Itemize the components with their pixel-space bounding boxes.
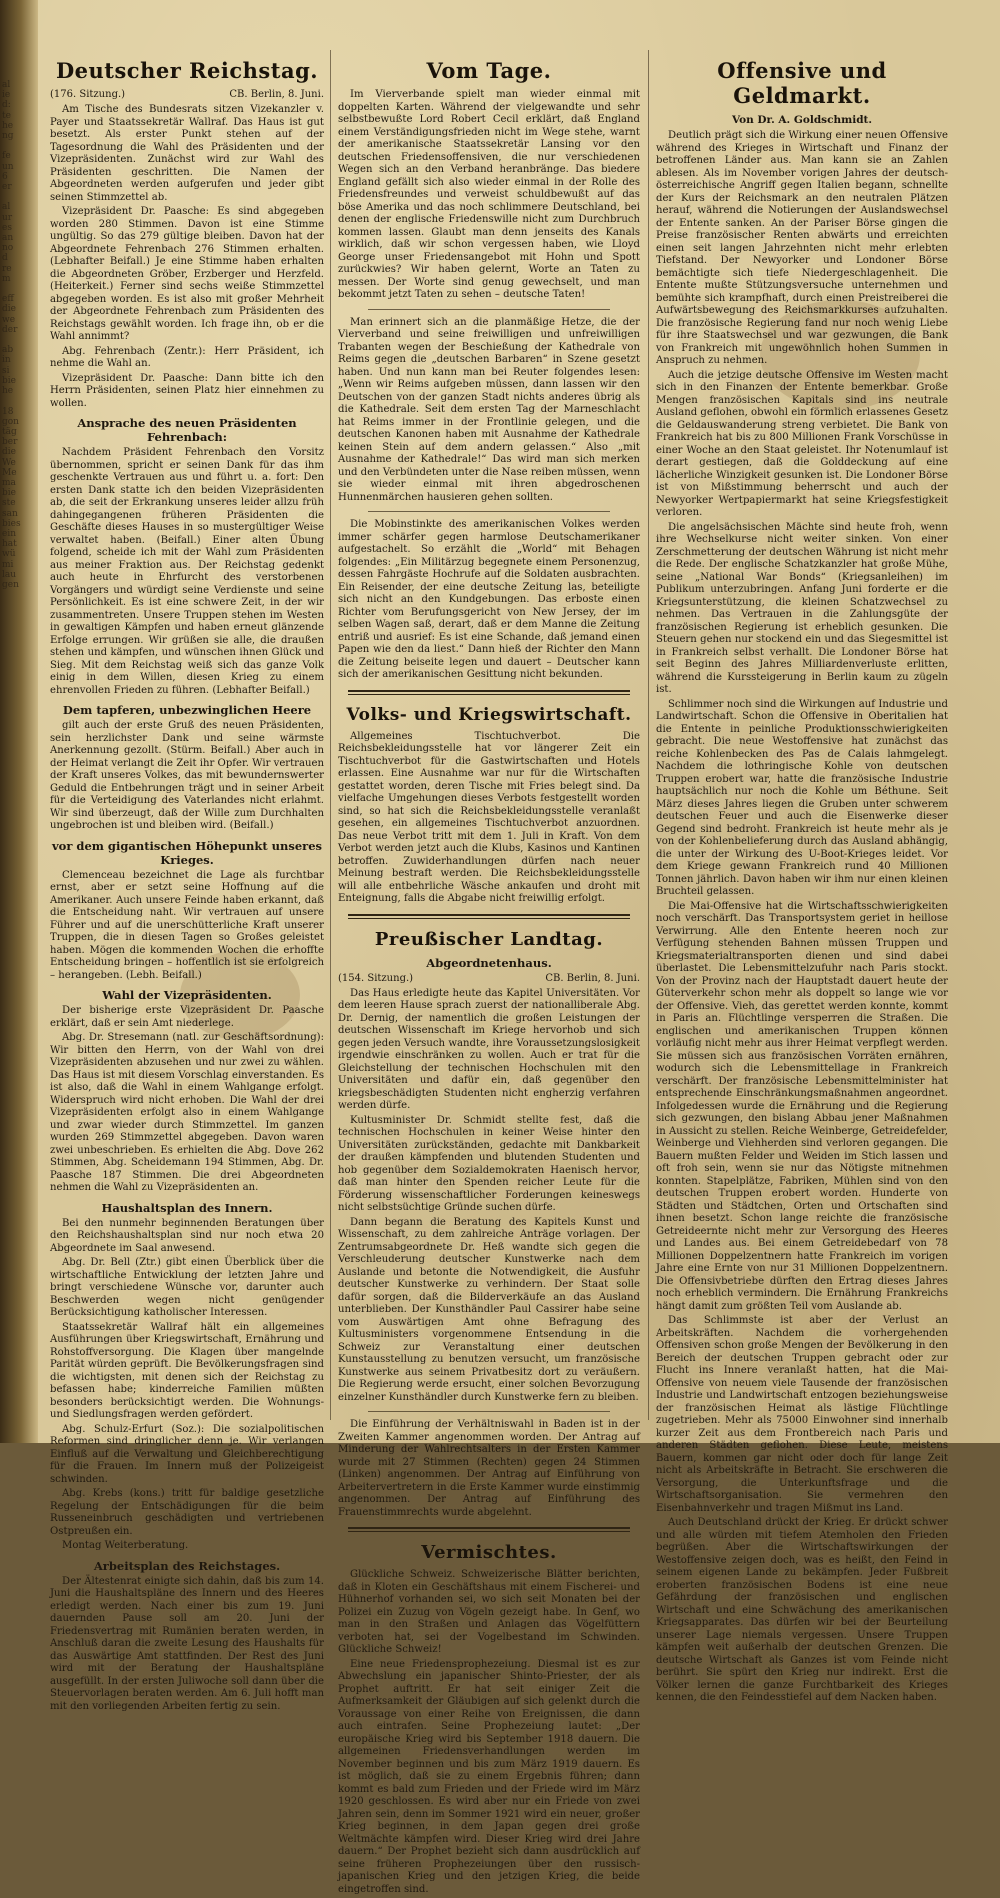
dateline [338,973,640,984]
paragraph: Vizepräsident Dr. Paasche: Es sind abgegeben worden 280 Stimmen. Davon ist eine Stimme ungültig. So das 279 gültige bleiben. Davon hat der Abgeordnete Fehrenbach 276 Stimmen erhalten. (Lebhafter Beifall.) Je eine Stimme haben erhalten die Abgeordneten Gröber, Erzberger und Herzfeld. (Heiterkeit.) Ferner sind sechs weiße Stimmzettel abgegeben worden. Es ist also mit großer Mehrheit der Abgeordnete Fehrenbach zum Präsidenten des Reichstags gewählt worden. Ich frage ihn, ob er die Wahl annimmt? [50,206,324,342]
place-date: CB. Berlin, 8. Juni. [545,972,640,984]
paragraph: Das Haus erledigte heute das Kapitel Universitäten. Vor dem leeren Hause sprach zuerst der nationalliberale Abg. Dr. Dernig, der namentlich die großen Leistungen der deutschen Wissenschaft im Kriege hervorhob und sich gegen jeden Versuch wandte, ihre Voraussetzungslosigkeit irgendwie einschränken zu wollen. Auch er trat für die Gleichstellung der technischen Hochschulen mit den Universitäten und dafür ein, daß gegenüber den kriegsbeschädigten Studenten nicht engherzig verfahren werden dürfe. [338,987,640,1111]
paragraph: Auch Deutschland drückt der Krieg. Er drückt schwer und alle würden mit tiefem Atemholen den Frieden begrüßen. Aber die Wirtschaftswirkungen der Westoffensive zeigen doch, was es heißt, den Feind in seinem eigenen Lande zu bekämpfen. Jeder Fußbreit eroberten französischen Bodens ist eine neue Gefährdung der französischen und englischen Wirtschaft und eine Schwächung des amerikanischen Kriegsapparates. Das dürfen wir bei der Beurteilung unserer Lage niemals vergessen. Unsere Truppen kämpfen weit außerhalb der deutschen Grenzen. Die deutsche Wirtschaft als Ganzes ist vom Feinde nicht berührt. Sie spürt den Krieg nur indirekt. Erst die Völker lernen die ganze Furchtbarkeit des Krieges kennen, die den Feindesstiefel auf dem Nacken haben. [656,1517,948,1703]
section-title: Preußischer Landtag. [374,928,604,950]
paragraph: Deutlich prägt sich die Wirkung einer neuen Offensive während des Krieges in Wirtschaft und Finanz der betroffenen Länder aus. Man kann sie an Zahlen ablesen. Als im November vorigen Jahres der deutsch-österreichische Angriff gegen Italien begann, schnellte der Kurs der Reichsmark an den neutralen Plätzen herauf, während die Notierungen der Auslandswechsel der Entente sanken. An der Pariser Börse gingen die Preise französischer Renten abwärts und erreichten einen seit langen Jahrzehnten nicht mehr erlebten Tiefstand. Der Newyorker und Londoner Börse bemächtigte sich tiefe Niedergeschlagenheit. Die Entente mußte Stützungsversuche unternehmen und bemühte sich krampfhaft, durch einen Preistreiberei die Aufwärtsbewegung des Reichsmarkkurses aufzuhalten. Die französische Regierung fand nur noch wenig Liebe für ihre Staatswechsel und war gezwungen, die Bank von Frankreich mit ungewöhnlich hohen Summen in Anspruch zu nehmen. [656,130,948,366]
paragraph: gilt auch der erste Gruß des neuen Präsidenten, sein herzlichster Dank und seine wärmste Anerkennung gezollt. (Stürm. Beifall.) Aber auch in der Heimat verlangt die Zeit ihr Opfer. Wir vertrauen der Kraft unseres Volkes, das mit bewundernswerter Geduld die Entbehrungen trägt und in seiner Arbeit für die Verteidigung des Vaterlandes nicht erlahmt. Wir sind überzeugt, daß der Wille zum Durchhalten ungebrochen ist und bleiben wird. (Beifall.) [50,720,324,831]
paragraph: Glückliche Schweiz. Schweizerische Blätter berichten, daß in Kloten ein Geschäftshaus mit einem Fischerei- und Hühnerhof vorhanden sei, wo sich seit Monaten bei der Polizei ein Zuzug von Vögeln gezeigt habe. In Genf, wo man in den Straßen und Anlagen das Vögelfüttern verboten hat, sei der Vogelbestand im Schwinden. Glückliche Schweiz! [338,1569,640,1655]
column-rule [648,50,649,1420]
section-divider [348,914,630,919]
separator [368,511,610,512]
paragraph: Der bisherige erste Vizepräsident Dr. Paasche erklärt, daß er sein Amt niederlege. [50,1005,324,1029]
paragraph: Allgemeines Tischtuchverbot. Die Reichsbekleidungsstelle hat vor längerer Zeit ein Tischtuchverbot für die Gastwirtschaften und Hotels erlassen. Eine Ausnahme war nur für die Wirtschaften gestattet worden, deren Tische mit Fries belegt sind. Da vielfache Umgehungen dieses Verbots festgestellt worden sind, so hat sich die Reichsbekleidungsstelle veranlaßt gesehen, ein allgemeines Tischtuchverbot anzuordnen. Das neue Verbot tritt mit dem 1. Juli in Kraft. Von dem Verbot werden jetzt auch die Klubs, Kasinos und Kantinen betroffen. Zuwiderhandlungen dürfen nach neuer Meinung bestraft werden. Die Reichsbekleidungsstelle will alle entbehrliche Wäsche ankaufen und droht mit Enteignung, falls die Abgabe nicht freiwillig erfolgt. [338,730,640,904]
subheading: Dem tapferen, unbezwinglichen Heere [62,703,312,717]
paragraph: Bei den nunmehr beginnenden Beratungen über den Reichshaushaltsplan sind nur noch etwa 20 Abgeordnete im Saal anwesend. [50,1217,324,1254]
paragraph: Staatssekretär Wallraf hält ein allgemeines Ausführungen über Kriegswirtschaft, Ernährung und Rohstoffversorgung. Die Klagen über mangelnde Parität würden geprüft. Die Bevölkerungsfragen sind die wichtigsten, mit denen sich der Reichstag zu befassen habe; kinderreiche Familien müßten besonders berücksichtigt werden. Die Wohnungs- und Siedlungsfragen werden gefördert. [50,1321,324,1420]
section-divider [348,1527,630,1532]
column-offensive-geldmarkt [656,48,948,1707]
separator [368,309,610,310]
paragraph: Vizepräsident Dr. Paasche: Dann bitte ich den Herrn Präsidenten, seinen Platz hier einnehmen zu wollen. [50,372,324,409]
place-date: CB. Berlin, 8. Juni. [229,89,324,100]
column-vom-tage [338,48,640,1898]
paragraph: Die Einführung der Verhältniswahl in Baden ist in der Zweiten Kammer angenommen worden. Der Antrag auf Minderung der Wahlrechtsalters in der Ersten Kammer wurde mit 27 Stimmen (Rechten) gegen 24 Stimmen (Linken) angenommen. Der Antrag auf Einführung von Arbeitervertretern in die Erste Kammer wurde einstimmig angenommen. Der Antrag auf Einführung des Frauenstimmrechts wurde abgelehnt. [338,1419,640,1518]
paragraph: Die Mobinstinkte des amerikanischen Volkes werden immer schärfer gegen harmlose Deutschamerikaner aufgestachelt. So erzählt die „World“ mit Behagen folgendes: „Ein Militärzug begegnete einem Personenzug, dessen Fahrgäste Hochrufe auf die Soldaten ausbrachten. Ein Reisender, der eine deutsche Zeitung las, beteiligte sich nicht an den Kundgebungen. Das erboste einen Richter vom Berufungsgericht von New Jersey, der im selben Wagen saß, derart, daß er dem Manne die Zeitung entriß und ausrief: Es ist eine Schande, daß jemand einen Papen wie den da liest.“ Dann hieß der Richter den Mann die Zeitung beiseite legen und dauert – Deutscher kann sich der amerikanischen Gesittung nicht bekunden. [338,519,640,680]
paragraph: Die Mai-Offensive hat die Wirtschaftsschwierigkeiten noch verschärft. Das Transportsystem geriet in heillose Verwirrung. Alle den Entente heeren noch zur Verfügung stehenden Bahnen müssen Truppen und Kriegsmaterialtransporten dienen und sind dabei überlastet. Die Lebensmittelzufuhr nach Paris stockt. Von der Provinz nach der Hauptstadt dauert heute der Güterverkehr schon mehr als doppelt so lange wie vor der Offensive. Vieh, das gerettet werden konnte, kommt in Paris an. Flüchtlinge versperren die Straßen. Die englischen und amerikanischen Truppen können vorläufig nicht mehr aus ihrer Heimat verpflegt werden. Sie müssen sich aus französischen Vorräten ernähren, wodurch sich die Lebensmittellage in Frankreich verschärft. Der französische Lebensmittelminister hat entsprechende Einschränkungsmaßnahmen angeordnet. Infolgedessen wurde die Ernährung und die Regierung sich gezwungen, den bislang Abbau jener Maßnahmen in Aussicht zu stellen. Reiche Weinberge, Getreidefelder, Weinberge und Viehherden sind verloren gegangen. Die Bauern mußten Felder und Weiden im Stich lassen und oft froh sein, wenn sie nur das Nötigste mitnehmen konnten. Stapelplätze, Fabriken, Mühlen sind von den deutschen Truppen erobert worden. Hunderte von Städten und Städtchen, Orten und Ortschaften sind ihnen besetzt. Schon lange reichte die französische Getreideernte nicht mehr zur Versorgung des Heeres und Landes aus. Bei einem Getreidebedarf von 78 Millionen Doppelzentnern hatte Frankreich im vorigen Jahre eine Ernte von nur 31 Millionen Doppelzentnern. Die Offensivbetriebe dürften den Ertrag dieses Jahres noch erheblich vermindern. Die Ernährung Frankreichs hängt damit zum größten Teil vom Auslande ab. [656,900,948,1312]
paragraph: Am Tische des Bundesrats sitzen Vizekanzler v. Payer und Staatssekretär Wallraf. Das Haus ist gut besetzt. Als erster Punkt stehen auf der Tagesordnung die Wahl des Präsidenten und der Vizepräsidenten. Zunächst wird zur Wahl des Präsidenten geschritten. Die Namen der Abgeordneten werden aufgerufen und jeder gibt seinen Stimmzettel ab. [50,104,324,203]
session-number: (154. Sitzung.) [338,972,414,984]
paragraph: Eine neue Friedensprophezeiung. Diesmal ist es zur Abwechslung ein japanischer Shinto-Priester, der als Prophet auftritt. Er hat seit einiger Zeit die Aufmerksamkeit der Gläubigen auf sich gelenkt durch die Voraussage von einer Reihe von Ereignissen, die dann auch eintrafen. Seine Prophezeiung lautet: „Der europäische Krieg wird bis September 1918 dauern. Die allgemeinen Friedensverhandlungen werden im November beginnen und bis zum März 1919 dauern. Es ist möglich, daß sie zu einem Ergebnis führen; dann kommt es bald zum Frieden und der Friede wird im März 1920 geschlossen. Es wird aber nur ein Friede von zwei Jahren sein, denn im Sommer 1921 wird ein neuer, großer Krieg beginnen, in dem Japan gegen drei große Weltmächte kämpfen wird. Dieser Krieg wird drei Jahre dauern.“ Der Prophet bezieht sich dann ausdrücklich auf seine früheren Prophezeiungen über den russisch-japanischen Krieg und den jetzigen Krieg, die beide eingetroffen sind. [338,1658,640,1895]
article-title: Vom Tage. [426,58,552,83]
separator [368,1411,610,1412]
paragraph: Abg. Schulz-Erfurt (Soz.): Die sozialpolitischen Reformen sind dringlicher denn je. Wir verlangen Einfluß auf die Verwaltung und Gleichberechtigung für die Frauen. Im Innern muß der Polizeigeist schwinden. [50,1423,324,1485]
column-rule [330,50,331,1420]
paragraph: Die angelsächsischen Mächte sind heute froh, wenn ihre Wechselkurse nicht weiter sinken. Von einer Zerschmetterung der deutschen Währung ist nicht mehr die Rede. Der englische Schatzkanzler hat große Mühe, seine „National War Bonds“ (Kriegsanleihen) im Publikum unterzubringen. Anfang Juni forderte er die Kriegsunterstützung, die kleinen Schatzwechsel zu nehmen. Das Vertrauen in die Zahlungsgüte der französischen Regierung ist erheblich gesunken. Die Steuern gehen nur stockend ein und das Siegesmittel ist in Frankreich selbst verhallt. Die Londoner Börse hat seit Beginn des Jahres Milliardenverluste erlitten, während die Kurssteigerung in Berlin kaum zu zügeln ist. [656,521,948,695]
paragraph: Im Vierverbande spielt man wieder einmal mit doppelten Karten. Während der vielgewandte und sehr selbstbewußte Lord Robert Cecil erklärt, daß England einem Verständigungsfrieden nicht im Wege stehe, warnt der amerikanische Staatssekretär Lansing vor den deutschen Friedensoffensiven, die nur verschiedenen Wegen sich an den Verband heranbränge. Das biedere England gefällt sich also wieder einmal in der Rolle des Friedensfreundes und verweist schuldbewußt auf das böse Amerika und das noch schlimmere Deutschland, bei denen der englische Friedenswille nicht zum Durchbruch kommen lassen. Glaubt man denn jenseits des Kanals wirklich, daß wir schon vergessen haben, wie Lloyd George unser Friedensangebot mit Hohn und Spott zurückwies? Wir haben gelernt, Worte an Taten zu messen. Der Worte sind genug gewechselt, und man bekommt jetzt Taten zu sehen – deutsche Taten! [338,89,640,300]
subheading: Haushaltsplan des Innern. [101,1200,273,1215]
dateline [50,89,324,100]
page-binding [0,0,38,1443]
paragraph: Schlimmer noch sind die Wirkungen auf Industrie und Landwirtschaft. Schon die Offensive in Oberitalien hat die Entente in peinliche Produktionsschwierigkeiten gebracht. Die neue Westoffensive hat zunächst das reiche Kohlenbecken des Pas de Calais lahmgelegt. Nachdem die lothringische Kohle von deutschen Truppen erobert war, hatte die französische Industrie hauptsächlich nur noch die Kohle um Béthune. Seit März dieses Jahres liegen die Gruben unter schwerem deutschen Feuer und auch die Eisenwerke dieser Gegend sind bedroht. Frankreich ist heute mehr als je von der Kohlenbelieferung durch das Ausland abhängig, die unter der Wirkung des U-Boot-Krieges leidet. Vor dem Kriege gewann Frankreich rund 40 Millionen Tonnen jährlich. Davon haben wir ihm nur einen kleinen Bruchteil gelassen. [656,698,948,897]
subheading: Abgeordnetenhaus. [426,955,552,970]
previous-page-fragments: al ie d: te he ng fe un 6 er al ur es an no d re m eff die we der ab in si bie he 18 gon täg ber die We Me ma bie ste san bies ein hat wü mi lau gen [2,80,21,590]
byline: Von Dr. A. Goldschmidt. [731,114,873,126]
paragraph: Montag Weiterberatung. [62,1540,189,1551]
paragraph: Man erinnert sich an die planmäßige Hetze, die der Vierverband und seine freiwilligen und unfreiwilligen Trabanten wegen der Beschießung der Kathedrale von Reims gegen die „deutschen Barbaren“ in Szene gesetzt haben. Und nun kann man bei Reuter folgendes lesen: „Wenn wir Reims aufgeben müssen, dann lassen wir den Deutschen von der ganzen Stadt nichts anderes übrig als die Kathedrale. Seit dem ersten Tag der Marneschlacht hat Reims immer in der Frontlinie gelegen, und die deutschen Kanonen haben mit Ausnahme der Kathedrale keinen Stein auf dem andern gelassen.“ Also „mit Ausnahme der Kathedrale!“ Das wird man sich merken und den Verbündeten unter die Nase reiben müssen, wenn sie wieder einmal mit ihren abgedroschenen Hunnenmärchen hausieren gehen sollten. [338,316,640,503]
paragraph: Clemenceau bezeichnet die Lage als furchtbar ernst, aber er setzt seine Hoffnung auf die Amerikaner. Auch unsere Feinde haben erkannt, daß die Entscheidung naht. Wir vertrauen auf unsere Führer und auf die unerschütterliche Kraft unserer Truppen, die in diesen Tagen so Großes geleistet haben. Mögen die kommenden Wochen die erhoffte Entscheidung bringen – hoffentlich ist sie erfolgreich – herangeben. (Lebh. Beifall.) [50,869,324,981]
paragraph: Das Schlimmste ist aber der Verlust an Arbeitskräften. Nachdem die vorhergehenden Offensiven schon große Mengen der Bevölkerung in den Bereich der deutschen Truppen gebracht oder zur Flucht ins Innere veranlaßt hatten, hat die Mai-Offensive von neuem viele Tausende der französischen Industrie und Landwirtschaft entzogen beziehungsweise der französischen Heimat als lästige Flüchtlinge zugetrieben. Mehr als 75000 Einwohner sind innerhalb kurzer Zeit aus dem Frontbereich nach Paris und anderen Städten geflohen. Diese Leute, meistens Bauern, kommen gar nicht oder doch für lange Zeit nicht als Arbeitskräfte in Betracht. Sie erschweren die Versorgung, die Unterkunftsfrage und die Wirtschaftsorganisation. Sie vermehren den Eisenbahnverkehr und tragen Mißmut ins Land. [656,1315,948,1514]
paragraph: Abg. Krebs (kons.) tritt für baldige gesetzliche Regelung der Entschädigungen für die beim Russeneinbruch geschädigten und vertriebenen Ostpreußen ein. [50,1488,324,1537]
paragraph: Abg. Fehrenbach (Zentr.): Herr Präsident, ich nehme die Wahl an. [50,345,324,369]
article-title: Offensive und Geldmarkt. [717,58,887,108]
paragraph: Auch die jetzige deutsche Offensive im Westen macht sich in den Finanzen der Entente bemerkbar. Große Mengen französischen Kapitals sind ins neutrale Ausland geflohen, obwohl ein förmlich erlassenes Gesetz die Geldauswanderung streng verbietet. Die Bank von Frankreich hat bis zu 800 Millionen Frank Vorschüsse in einer Woche an den Staat geleistet. Ihr Notenumlauf ist derart gestiegen, daß die Golddeckung auf eine lächerliche Winzigkeit gesunken ist. Die Londoner Börse ist von Mißstimmung beherrscht und auch der Newyorker Wertpapiermarkt hat seine Kriegsfestigkeit verloren. [656,369,948,518]
subheading: Ansprache des neuen Präsidenten Fehrenbach: [77,416,297,444]
section-title: Volks- und Kriegswirtschaft. [346,704,632,725]
subheading: vor dem gigantischen Höhepunkt unseres Krieges. [51,838,323,867]
subheading: Arbeitsplan des Reichstages. [93,1558,281,1573]
paragraph: Dann begann die Beratung des Kapitels Kunst und Wissenschaft, zu dem zahlreiche Anträge vorlagen. Der Zentrumsabgeordnete Dr. Heß wandte sich gegen die Verschleuderung deutscher Kunstwerke nach dem Auslande und betonte die Notwendigkeit, die Ausfuhr deutscher Kunstwerke zu verhindern. Der Staat solle dafür sorgen, daß die Bilderverkäufe an das Ausland unterblieben. Der Kunsthändler Paul Cassirer habe seine vom Auswärtigen Amt ohne Befragung des Kultusministers vorgenommene Entsendung in die Schweiz zur Veranstaltung einer deutschen Kunstausstellung zu benutzen versucht, um französische Kunstwerke aus seinem Privatbesitz dort zu veräußern. Die Regierung werde ersucht, einer solchen Bevorzugung einzelner Kunsthändler durch Kunstwerke fern zu bleiben. [338,1216,640,1403]
paragraph: Abg. Dr. Stresemann (natl. zur Geschäftsordnung): Wir bitten den Herrn, von der Wahl von drei Vizepräsidenten abzusehen und nur zwei zu wählen. Das Haus ist mit diesem Vorschlag einverstanden. Es ist also, daß die Wahl in einem Wahlgange erfolgt. Widerspruch wird nicht erhoben. Die Wahl der drei Vizepräsidenten erfolgt also in einem Wahlgange und zwar wieder durch Stimmzettel. Im ganzen wurden 269 Stimmzettel abgegeben. Davon waren zwei unbeschrieben. Es erhielten die Abg. Dove 262 Stimmen, Abg. Scheidemann 194 Stimmen, Abg. Dr. Paasche 187 Stimmen. Die drei Abgeordneten nehmen die Wahl zu Vizepräsidenten an. [50,1032,324,1193]
section-divider [348,690,630,695]
column-reichstag [50,48,324,1715]
paragraph: Der Ältestenrat einigte sich dahin, daß bis zum 14. Juni die Haushaltspläne des Innern und des Heeres erledigt werden. Nach einer bis zum 19. Juni dauernden Pause soll am 20. Juni der Friedensvertrag mit Rumänien beraten werden, in Anschluß daran die zweite Lesung des Haushalts für das Auswärtige Amt stattfinden. Der Rest des Juni wird mit der Beratung der Haushaltspläne ausgefüllt. In der ersten Juliwoche soll dann über die Steuervorlagen beraten werden. Am 6. Juli hofft man mit den vorliegenden Arbeiten fertig zu sein. [50,1575,324,1712]
subheading: Wahl der Vizepräsidenten. [102,988,272,1002]
paragraph: Abg. Dr. Bell (Ztr.) gibt einen Überblick über die wirtschaftliche Entwicklung der letzten Jahre und bringt verschiedene Wünsche vor, darunter auch Beschwerden wegen nicht genügender Berücksichtigung katholischer Interessen. [50,1257,324,1318]
paragraph: Nachdem Präsident Fehrenbach den Vorsitz übernommen, spricht er seinen Dank für das ihm geschenkte Vertrauen aus und führt u. a. fort: Den ersten Dank statte ich den beiden Vizepräsidenten ab, die seit der Erkrankung unseres leider allzu früh dahingegangenen früheren Präsidenten die Geschäfte dieses Hauses in so mustergültiger Weise verwaltet haben. (Beifall.) Einer alten Übung folgend, scheide ich mit der Wahl zum Präsidenten aus meiner Fraktion aus. Der Reichstag gedenkt auch heute in Ehrfurcht des verstorbenen Vorgängers und würdigt seine Verdienste und seine Persönlichkeit. Es ist eine schwere Zeit, in der wir zusammentreten. Unsere Truppen stehen im Westen in gewaltigen Kämpfen und haben erneut glänzende Erfolge errungen. Wir grüßen sie alle, die draußen stehen und kämpfen, und wünschen ihnen Glück und Sieg. Mit dem Reichstag weiß sich das ganze Volk einig in dem Willen, diesen Krieg zu einem ehrenvollen Frieden zu führen. (Lebhafter Beifall.) [50,447,324,696]
session-number: (176. Sitzung.) [50,89,126,100]
article-title: Deutscher Reichstag. [55,58,319,83]
paragraph: Kultusminister Dr. Schmidt stellte fest, daß die technischen Hochschulen in keiner Weise hinter den Universitäten zurückständen, gedachte mit Dankbarkeit der draußen kämpfenden und blutenden Studenten und hob gegenüber dem Sozialdemokraten Haenisch hervor, daß man hinter den Spenden reicher Leute für die Förderung wissenschaftlicher Forderungen keineswegs nicht selbstsüchtige Gründe suchen dürfe. [338,1114,640,1213]
section-title: Vermischtes. [421,1542,557,1563]
